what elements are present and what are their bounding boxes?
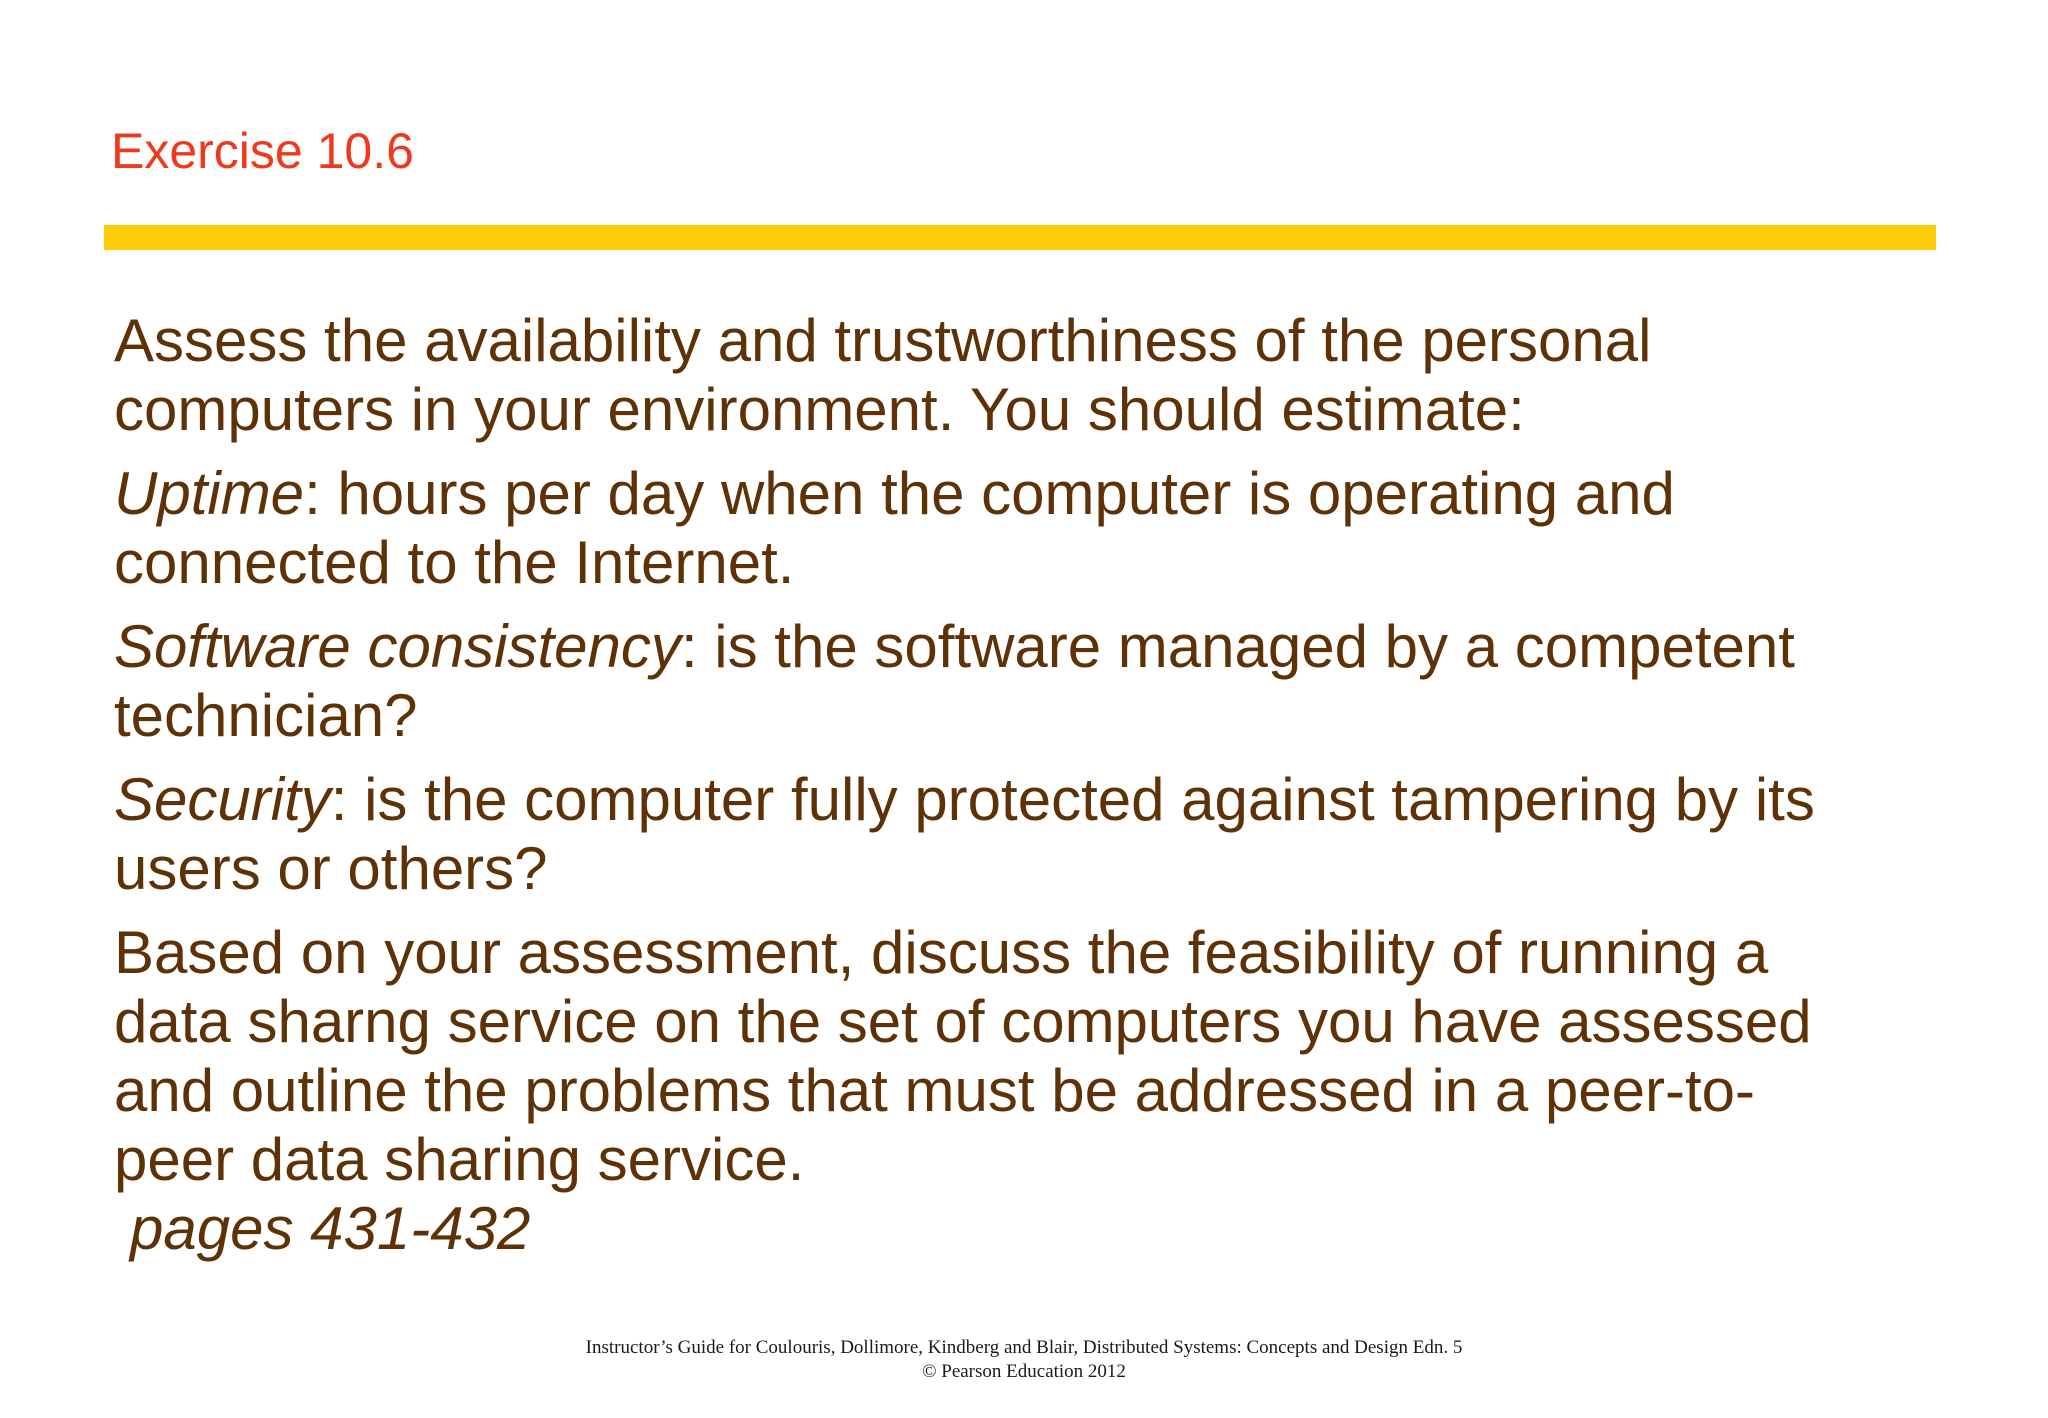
software-definition: : is the software managed by a competent [680, 613, 1795, 680]
footer-copyright: © Pearson Education 2012 [922, 1361, 1126, 1382]
uptime-definition: : hours per day when the computer is operating and [304, 460, 1675, 527]
software-line-2: technician? [114, 682, 418, 749]
conclusion-line-3: and outline the problems that must be addressed in a peer-to- [114, 1057, 1755, 1124]
software-line-1 [114, 612, 1934, 681]
security-line-1 [114, 765, 1934, 834]
security-line-2: users or others? [114, 835, 548, 902]
conclusion-line-4: peer data sharing service. [114, 1126, 805, 1193]
intro-paragraph [114, 306, 1934, 444]
intro-line-2: computers in your environment. You should estimate: [114, 376, 1525, 443]
uptime-term: Uptime [114, 460, 305, 527]
uptime-paragraph [114, 459, 1934, 597]
slide-body [114, 306, 1934, 1278]
page-reference: pages 431-432 [130, 1195, 531, 1262]
security-definition: : is the computer fully protected against tampering by its [330, 766, 1815, 833]
security-paragraph [114, 765, 1934, 903]
software-consistency-term: Software consistency [114, 613, 681, 680]
conclusion-line-2: data sharng service on the set of computers you have assessed [114, 988, 1812, 1055]
slide-footer [0, 1336, 2048, 1384]
conclusion-line-1: Based on your assessment, discuss the feasibility of running a [114, 919, 1769, 986]
intro-line-1: Assess the availability and trustworthiness of the personal [114, 307, 1652, 374]
conclusion-paragraph [114, 918, 1934, 1263]
uptime-line-1 [114, 459, 1934, 528]
security-term: Security [114, 766, 331, 833]
footer-citation: Instructor’s Guide for Coulouris, Dollimore, Kindberg and Blair, Distributed Systems: Concepts and Design Edn. 5 [585, 1337, 1463, 1358]
uptime-line-2: connected to the Internet. [114, 529, 795, 596]
title-divider-rule [104, 225, 1936, 250]
software-paragraph [114, 612, 1934, 750]
slide-title: Exercise 10.6 [111, 123, 414, 179]
